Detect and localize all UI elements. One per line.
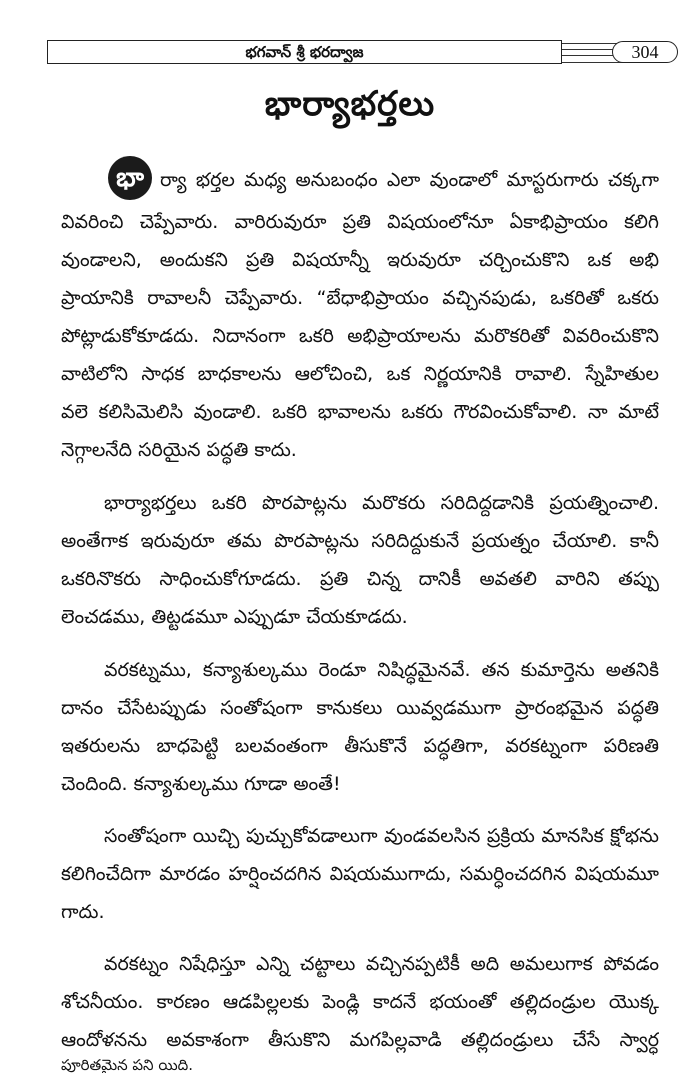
text-line: ఇతరులను బాధపెట్టి బలవంతంగా తీసుకొనే పద్ధతిగా, వరకట్నంగా పరిణతి xyxy=(61,735,659,757)
text-line: నెగ్గాలనేది సరియైన పద్ధతి కాదు. xyxy=(61,439,297,461)
text-line: పోట్లాడుకోకూడదు. నిదానంగా ఒకరి అభిప్రాయాలను మరొకరితో వివరించుకొని xyxy=(61,325,659,347)
text-line: ఆందోళనను అవకాశంగా తీసుకొని మగపిల్లవాడి తల్లిదండ్రులు చేసే స్వార్ధ xyxy=(61,1029,659,1051)
text-line: వలె కలిసిమెలిసి వుండాలి. ఒకరి భావాలను ఒకరు గౌరవించుకోవాలి. నా మాటే xyxy=(61,401,659,423)
chapter-title: భార్యాభర్తలు xyxy=(264,84,436,124)
text-line: ప్రాయానికి రావాలనీ చెప్పేవారు. “బేధాభిప్రాయం వచ్చినపుడు, ఒకరితో ఒకరు xyxy=(61,287,659,309)
page-header xyxy=(47,40,657,66)
text-line: ఒకరినొకరు సాధించుకోగూడదు. ప్రతి చిన్న దానికీ అవతలి వారిని తప్పు xyxy=(61,568,659,590)
text-line: వివరించి చెప్పేవారు. వారిరువురూ ప్రతి విషయంలోనూ ఏకాభిప్రాయం కలిగి xyxy=(61,211,659,233)
text-line: కలిగించేదిగా మారడం హర్షించదగిన విషయముగాదు, సమర్ధించదగిన విషయమూ xyxy=(61,863,659,885)
text-line: ర్యా భర్తల మధ్య అనుబంధం ఎలా వుండాలో మాస్టరుగారు చక్కగా xyxy=(160,169,659,191)
text-line: పూరితమైన పని యిది. xyxy=(61,1058,193,1073)
text-line: వరకట్నం నిషేధిస్తూ ఎన్ని చట్టాలు వచ్చినప్పటికీ అది అమలుగాక పోవడం xyxy=(104,953,659,975)
page-number: 304 xyxy=(612,41,678,63)
text-line: చెందింది. కన్యాశుల్కము గూడా అంతే! xyxy=(61,773,341,795)
text-line: వుండాలని, అందుకని ప్రతి విషయాన్నీ ఇరువురూ చర్చించుకొని ఒక అభి xyxy=(61,249,659,271)
text-line: సంతోషంగా యిచ్చి పుచ్చుకోవడాలుగా వుండవలసిన ప్రక్రియ మానసిక క్షోభను xyxy=(104,825,659,847)
text-line: లెంచడము, తిట్టడమూ ఎప్పుడూ చేయకూడదు. xyxy=(61,606,408,628)
text-line: వరకట్నము, కన్యాశుల్కము రెండూ నిషిద్ధమైనవే. తన కుమార్తెను అతనికి xyxy=(104,659,659,681)
text-line: భార్యాభర్తలు ఒకరి పొరపాట్లను మరొకరు సరిదిద్దడానికి ప్రయత్నించాలి. xyxy=(104,492,659,514)
drop-cap: భా xyxy=(108,156,152,200)
text-line: శోచనీయం. కారణం ఆడపిల్లలకు పెండ్లి కాదనే భయంతో తల్లిదండ్రుల యొక్క xyxy=(61,991,659,1013)
text-line: గాదు. xyxy=(61,901,105,923)
text-line: దానం చేసేటప్పుడు సంతోషంగా కానుకలు యివ్వడముగా ప్రారంభమైన పద్ధతి xyxy=(61,697,659,719)
running-title: భగవాన్ శ్రీ భరద్వాజ xyxy=(245,43,364,61)
text-line: వాటిలోని సాధక బాధకాలను ఆలోచించి, ఒక నిర్ణయానికి రావాలి. స్నేహితుల xyxy=(61,363,659,385)
text-line: అంతేగాక ఇరువురూ తమ పొరపాట్లను సరిదిద్దుకునే ప్రయత్నం చేయాలి. కానీ xyxy=(61,530,659,552)
